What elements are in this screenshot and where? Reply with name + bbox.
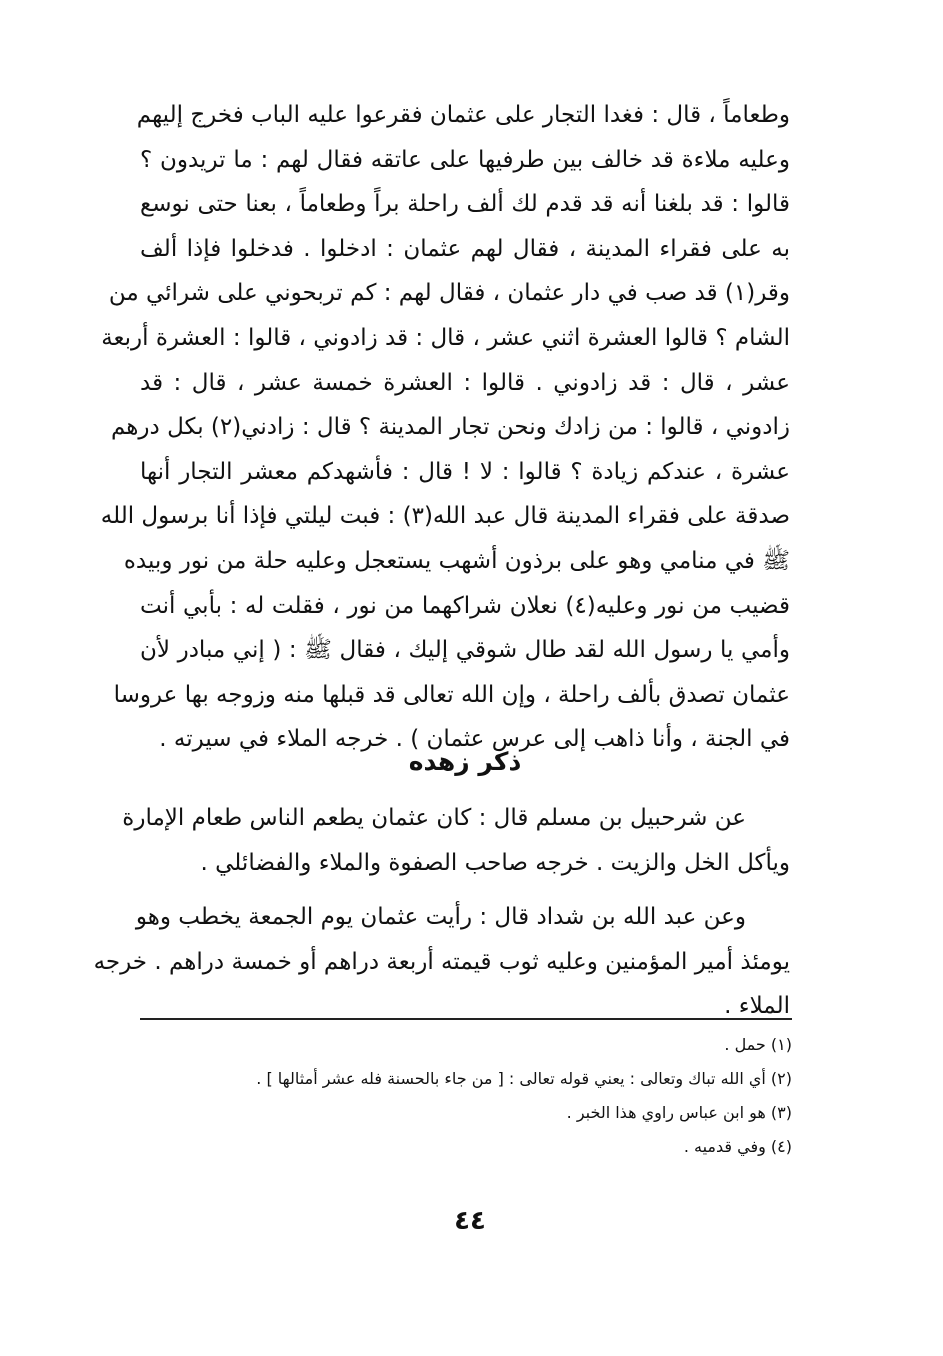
text-line: الملاء . <box>724 993 790 1020</box>
footnote: (٤) وفي قدميه . <box>683 1137 792 1156</box>
footnotes <box>140 1028 792 1164</box>
text-line: به على فقراء المدينة ، فقال لهم عثمان : ادخلوا . فدخلوا فإذا ألف <box>140 235 790 262</box>
text-line: عن شرحبيل بن مسلم قال : كان عثمان يطعم الناس طعام الإمارة <box>122 805 746 831</box>
section-heading: ذكر زهده <box>408 747 522 776</box>
text-line: ﷺ في منامي وهو على برذون أشهب يستعجل وعليه حلة من نور وبيده <box>123 547 790 574</box>
footnote: (٣) هو ابن عباس راوي هذا الخبر . <box>566 1103 792 1122</box>
text-line: وأمي يا رسول الله لقد طال شوقي إليك ، فقال ﷺ : ( إني مبادر لأن <box>140 637 790 664</box>
footnote: (٢) أي الله تباك وتعالى : يعني قوله تعالى : [ من جاء بالحسنة فله عشر أمثالها ] . <box>256 1069 792 1088</box>
paragraph-zuhd-1 <box>122 796 790 885</box>
text-line: عثمان تصدق بألف راحلة ، وإن الله تعالى قد قبلها منه وزوجه بها عروسا <box>113 681 790 708</box>
paragraph-zuhd-2 <box>93 895 790 1029</box>
text-line: يومئذ أمير المؤمنين وعليه ثوب قيمته أربعة دراهم أو خمسة دراهم . خرجه <box>93 948 790 975</box>
footnote-divider <box>140 1018 792 1020</box>
text-line: قالوا : قد بلغنا أنه قد قدم لك ألف راحلة براً وطعاماً ، بعنا حتى نوسع <box>140 191 790 218</box>
text-line: وعن عبد الله بن شداد قال : رأيت عثمان يوم الجمعة يخطب وهو <box>135 904 746 930</box>
footnote: (١) حمل . <box>724 1035 792 1054</box>
text-line: وطعاماً ، قال : فغدا التجار على عثمان فقرعوا عليه الباب فخرج إليهم <box>136 102 790 128</box>
text-line: قضيب من نور وعليه(٤) نعلان شراكهما من نور ، فقلت له : بأبي أنت <box>140 592 790 619</box>
text-line: وعليه ملاءة قد خالف بين طرفيها على عاتقه فقال لهم : ما تريدون ؟ <box>140 146 790 173</box>
text-line: وقر(١) قد صب في دار عثمان ، فقال لهم : كم تربحوني على شرائي من <box>108 280 790 307</box>
text-line: الشام ؟ قالوا العشرة اثني عشر ، قال : قد زادوني ، قالوا : العشرة أربعة <box>101 324 790 351</box>
page-number: ٤٤ <box>454 1206 486 1236</box>
text-line: ويأكل الخل والزيت . خرجه صاحب الصفوة والملاء والفضائلي . <box>200 849 790 876</box>
text-line: عشرة ، عندكم زيادة ؟ قالوا : لا ! قال : فأشهدكم معشر التجار أنها <box>140 458 790 485</box>
paragraph-story <box>100 93 790 762</box>
text-line: عشر ، قال : قد زادوني . قالوا : العشرة خمسة عشر ، قال : قد <box>140 369 790 396</box>
text-line: في الجنة ، وأنا ذاهب إلى عرس عثمان ) . خرجه الملاء في سيرته . <box>159 726 790 753</box>
text-line: زادوني ، قالوا : من زادك ونحن تجار المدينة ؟ قال : زادني(٢) بكل درهم <box>110 414 790 441</box>
text-line: صدقة على فقراء المدينة قال عبد الله(٣) : فبت ليلتي فإذا أنا برسول الله <box>100 503 790 530</box>
